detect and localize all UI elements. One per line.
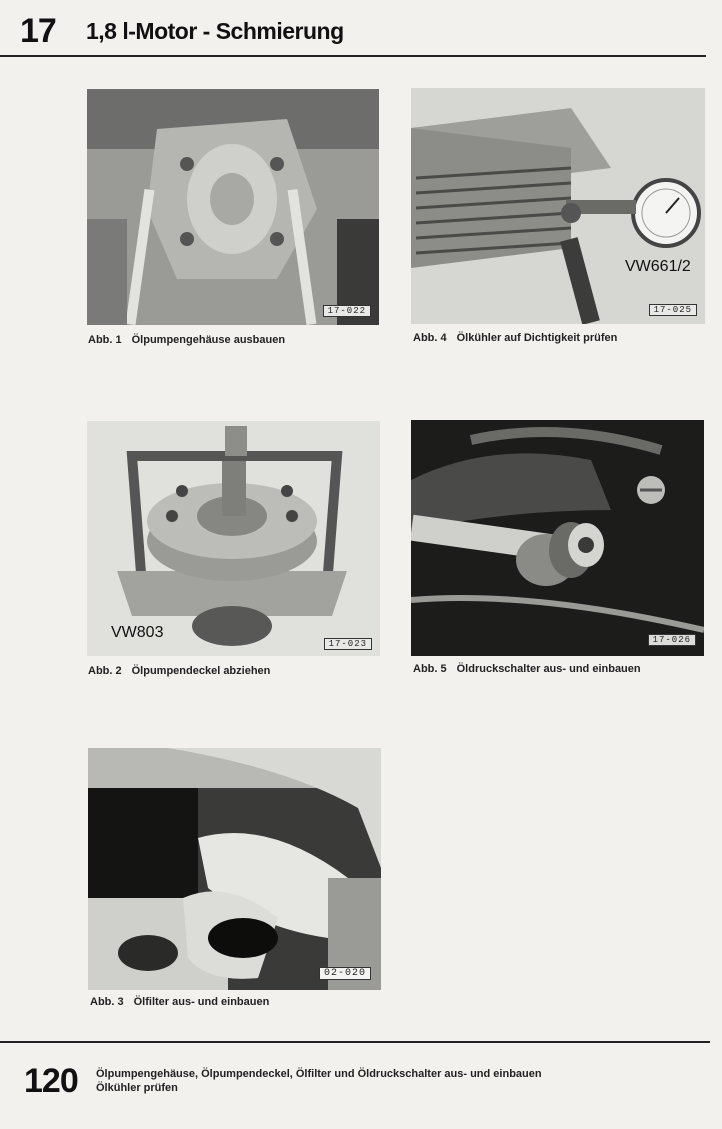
figure-caption-text: Ölpumpengehäuse ausbauen (131, 334, 286, 346)
figure-caption-text: Ölfilter aus- und einbauen (133, 996, 270, 1008)
figure-caption (413, 332, 617, 344)
figure-tag: 17-026 (648, 634, 696, 646)
figure-tag: 17-023 (324, 638, 372, 650)
figure-number: Abb. 2 (88, 665, 122, 677)
figure-number: Abb. 4 (413, 332, 447, 344)
figure-number: Abb. 3 (90, 996, 124, 1008)
tool-label: VW803 (111, 624, 164, 641)
figure-caption (88, 665, 270, 677)
chapter-number: 17 (20, 12, 56, 50)
figure-oil-pump-cover-photo (87, 421, 380, 656)
footer-rule (0, 1041, 710, 1043)
figure-tag: 17-025 (649, 304, 697, 316)
header-rule (0, 55, 706, 57)
figure-oil-filter-photo (88, 748, 381, 990)
tool-label: VW661/2 (625, 258, 691, 275)
figure-caption (88, 334, 285, 346)
figure-oil-pressure-switch-photo (411, 420, 704, 656)
figure-caption-text: Öldruckschalter aus- und einbauen (456, 663, 641, 675)
chapter-title: 1,8 l-Motor - Schmierung (86, 18, 344, 44)
figure-number: Abb. 5 (413, 663, 447, 675)
page-number: 120 (24, 1062, 78, 1100)
footer-line: Ölpumpengehäuse, Ölpumpendeckel, Ölfilter und Öldruckschalter aus- und einbauen (96, 1068, 542, 1080)
footer-line: Ölkühler prüfen (96, 1082, 178, 1094)
figure-caption-text: Ölpumpendeckel abziehen (131, 665, 271, 677)
figure-caption (90, 996, 269, 1008)
figure-caption (413, 663, 641, 675)
figure-tag: 17-022 (323, 305, 371, 317)
figure-oil-pump-housing-photo (87, 89, 379, 325)
figure-caption-text: Ölkühler auf Dichtigkeit prüfen (456, 332, 618, 344)
figure-tag: 02-020 (319, 967, 371, 980)
footer-description (96, 1067, 542, 1095)
figure-oil-cooler-test-photo (411, 88, 705, 324)
figure-number: Abb. 1 (88, 334, 122, 346)
